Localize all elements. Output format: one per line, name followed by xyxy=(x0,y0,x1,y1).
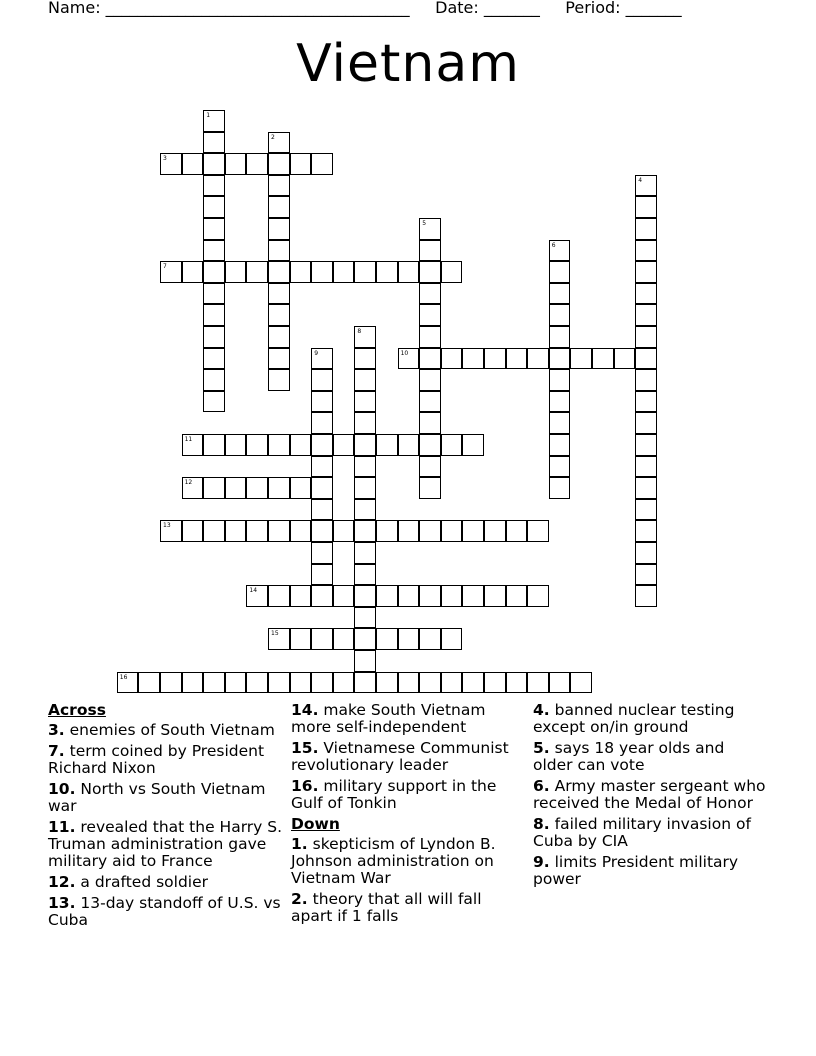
grid-cell[interactable] xyxy=(549,434,571,456)
clue-text: says 18 year olds and older can vote xyxy=(533,739,725,774)
grid-cell[interactable] xyxy=(203,348,225,370)
grid-cell[interactable] xyxy=(635,348,657,370)
grid-cell[interactable] xyxy=(311,585,333,607)
clue-text: banned nuclear testing except on/in ground xyxy=(533,701,735,736)
grid-cell[interactable] xyxy=(549,304,571,326)
cell-number: 16 xyxy=(119,673,128,681)
grid-cell[interactable] xyxy=(246,477,268,499)
grid-cell[interactable] xyxy=(268,348,290,370)
clue-item xyxy=(533,854,768,888)
grid-cell[interactable] xyxy=(182,520,204,542)
grid-cell[interactable] xyxy=(290,434,312,456)
clue-number: 9. xyxy=(533,853,550,871)
grid-cell[interactable] xyxy=(138,672,160,694)
clue-number: 7. xyxy=(48,742,65,760)
clue-number: 10. xyxy=(48,780,76,798)
grid-cell[interactable] xyxy=(635,240,657,262)
grid-cell[interactable] xyxy=(311,520,333,542)
grid-cell[interactable] xyxy=(419,585,441,607)
grid-cell[interactable] xyxy=(354,456,376,478)
clue-text: failed military invasion of Cuba by CIA xyxy=(533,815,751,850)
grid-cell[interactable] xyxy=(246,585,268,607)
clues-column-1 xyxy=(48,702,283,933)
clue-item xyxy=(533,702,768,736)
grid-cell[interactable] xyxy=(419,240,441,262)
grid-cell[interactable] xyxy=(203,326,225,348)
grid-cell[interactable] xyxy=(354,499,376,521)
clue-text: skepticism of Lyndon B. Johnson administration on Vietnam War xyxy=(291,835,496,887)
grid-cell[interactable] xyxy=(268,628,290,650)
grid-cell[interactable] xyxy=(549,326,571,348)
grid-cell[interactable] xyxy=(311,348,333,370)
clue-item xyxy=(48,874,283,891)
grid-cell[interactable] xyxy=(376,672,398,694)
grid-cell[interactable] xyxy=(398,434,420,456)
grid-cell[interactable] xyxy=(398,261,420,283)
grid-cell[interactable] xyxy=(203,132,225,154)
cell-number: 11 xyxy=(184,436,193,443)
clue-list-col2-across xyxy=(291,702,526,812)
period-field[interactable]: Period: _______ xyxy=(565,0,682,17)
grid-cell[interactable] xyxy=(527,672,549,694)
grid-cell[interactable] xyxy=(549,456,571,478)
grid-cell[interactable] xyxy=(268,369,290,391)
clue-number: 3. xyxy=(48,721,65,739)
grid-cell[interactable] xyxy=(290,261,312,283)
grid-cell[interactable] xyxy=(354,326,376,348)
grid-cell[interactable] xyxy=(290,520,312,542)
cell-number: 5 xyxy=(422,220,427,227)
grid-cell[interactable] xyxy=(268,153,290,175)
cell-number: 13 xyxy=(163,522,171,530)
grid-cell[interactable] xyxy=(635,564,657,586)
grid-cell[interactable] xyxy=(635,477,657,499)
grid-cell[interactable] xyxy=(268,326,290,348)
grid-cell[interactable] xyxy=(203,477,225,499)
grid-cell[interactable] xyxy=(441,348,463,370)
grid-cell[interactable] xyxy=(203,520,225,542)
grid-cell[interactable] xyxy=(441,672,463,694)
grid-cell[interactable] xyxy=(419,283,441,305)
grid-cell[interactable] xyxy=(354,564,376,586)
grid-cell[interactable] xyxy=(225,261,247,283)
cell-number: 1 xyxy=(206,112,211,119)
clues-column-2 xyxy=(291,702,526,929)
grid-cell[interactable] xyxy=(419,434,441,456)
grid-cell[interactable] xyxy=(398,585,420,607)
grid-cell[interactable] xyxy=(484,672,506,694)
grid-cell[interactable] xyxy=(246,672,268,694)
grid-cell[interactable] xyxy=(311,628,333,650)
grid-cell[interactable] xyxy=(484,348,506,370)
grid-cell[interactable] xyxy=(354,477,376,499)
clue-item xyxy=(291,836,526,887)
grid-cell[interactable] xyxy=(268,477,290,499)
grid-cell[interactable] xyxy=(268,240,290,262)
grid-cell[interactable] xyxy=(549,391,571,413)
grid-cell[interactable] xyxy=(268,520,290,542)
grid-cell[interactable] xyxy=(635,175,657,197)
clue-text: revealed that the Harry S. Truman administration gave military aid to France xyxy=(48,818,283,870)
cell-number: 15 xyxy=(271,630,279,638)
clue-text: Army master sergeant who received the Medal of Honor xyxy=(533,777,766,812)
grid-cell[interactable] xyxy=(527,520,549,542)
grid-cell[interactable] xyxy=(441,585,463,607)
cell-number: 3 xyxy=(163,155,167,163)
clue-text: theory that all will fall apart if 1 falls xyxy=(291,890,482,925)
grid-cell[interactable] xyxy=(268,218,290,240)
grid-cell[interactable] xyxy=(635,261,657,283)
clue-item xyxy=(291,702,526,736)
grid-cell[interactable] xyxy=(635,391,657,413)
grid-cell[interactable] xyxy=(203,261,225,283)
grid-cell[interactable] xyxy=(268,196,290,218)
clue-item xyxy=(291,891,526,925)
grid-cell[interactable] xyxy=(354,520,376,542)
clue-number: 5. xyxy=(533,739,550,757)
grid-cell[interactable] xyxy=(354,542,376,564)
grid-cell[interactable] xyxy=(376,261,398,283)
clue-number: 15. xyxy=(291,739,319,757)
grid-cell[interactable] xyxy=(506,585,528,607)
grid-cell[interactable] xyxy=(462,520,484,542)
grid-cell[interactable] xyxy=(354,607,376,629)
grid-cell[interactable] xyxy=(506,520,528,542)
clue-list-col2-down xyxy=(291,836,526,925)
cell-number: 6 xyxy=(551,241,556,249)
grid-cell[interactable] xyxy=(635,456,657,478)
grid-cell[interactable] xyxy=(290,585,312,607)
clue-text: make South Vietnam more self-independent xyxy=(291,701,486,736)
clue-item xyxy=(291,778,526,812)
grid-cell[interactable] xyxy=(549,369,571,391)
grid-cell[interactable] xyxy=(419,369,441,391)
down-heading: Down xyxy=(291,815,340,833)
grid-cell[interactable] xyxy=(203,391,225,413)
grid-cell[interactable] xyxy=(570,672,592,694)
grid-cell[interactable] xyxy=(635,369,657,391)
grid-cell[interactable] xyxy=(441,520,463,542)
grid-cell[interactable] xyxy=(419,326,441,348)
grid-cell[interactable] xyxy=(182,153,204,175)
grid-cell[interactable] xyxy=(311,391,333,413)
clue-item xyxy=(48,722,283,739)
grid-cell[interactable] xyxy=(635,542,657,564)
grid-cell[interactable] xyxy=(354,412,376,434)
grid-cell[interactable] xyxy=(203,175,225,197)
grid-cell[interactable] xyxy=(549,261,571,283)
clue-item xyxy=(48,895,283,929)
grid-cell[interactable] xyxy=(635,412,657,434)
grid-cell[interactable] xyxy=(462,434,484,456)
grid-cell[interactable] xyxy=(203,218,225,240)
page-title: Vietnam xyxy=(296,34,520,94)
grid-cell[interactable] xyxy=(160,153,182,175)
grid-cell[interactable] xyxy=(311,434,333,456)
grid-cell[interactable] xyxy=(549,477,571,499)
grid-cell[interactable] xyxy=(225,434,247,456)
cell-number: 4 xyxy=(638,176,643,184)
grid-cell[interactable] xyxy=(354,628,376,650)
cell-number: 8 xyxy=(357,328,362,335)
grid-cell[interactable] xyxy=(635,520,657,542)
clue-item xyxy=(48,781,283,815)
grid-cell[interactable] xyxy=(354,672,376,694)
grid-cell[interactable] xyxy=(333,628,355,650)
grid-cell[interactable] xyxy=(225,520,247,542)
grid-cell[interactable] xyxy=(333,520,355,542)
clue-number: 11. xyxy=(48,818,76,836)
grid-cell[interactable] xyxy=(311,477,333,499)
grid-cell[interactable] xyxy=(419,391,441,413)
grid-cell[interactable] xyxy=(398,672,420,694)
grid-cell[interactable] xyxy=(635,304,657,326)
grid-cell[interactable] xyxy=(354,650,376,672)
clue-number: 13. xyxy=(48,894,76,912)
grid-cell[interactable] xyxy=(225,672,247,694)
grid-cell[interactable] xyxy=(333,434,355,456)
grid-cell[interactable] xyxy=(203,434,225,456)
grid-cell[interactable] xyxy=(311,564,333,586)
grid-cell[interactable] xyxy=(635,283,657,305)
clue-text: a drafted soldier xyxy=(75,873,209,891)
grid-cell[interactable] xyxy=(333,261,355,283)
grid-cell[interactable] xyxy=(290,477,312,499)
grid-cell[interactable] xyxy=(376,628,398,650)
cell-number: 14 xyxy=(249,587,258,595)
cell-number: 7 xyxy=(163,263,167,271)
grid-cell[interactable] xyxy=(441,261,463,283)
clue-text: military support in the Gulf of Tonkin xyxy=(291,777,497,812)
grid-cell[interactable] xyxy=(311,261,333,283)
clue-text: limits President military power xyxy=(533,853,739,888)
grid-cell[interactable] xyxy=(203,240,225,262)
cell-number: 9 xyxy=(314,349,319,357)
grid-cell[interactable] xyxy=(203,672,225,694)
grid-cell[interactable] xyxy=(398,348,420,370)
grid-cell[interactable] xyxy=(246,520,268,542)
grid-cell[interactable] xyxy=(246,434,268,456)
grid-cell[interactable] xyxy=(614,348,636,370)
grid-cell[interactable] xyxy=(354,585,376,607)
clue-number: 8. xyxy=(533,815,550,833)
grid-cell[interactable] xyxy=(246,261,268,283)
grid-cell[interactable] xyxy=(354,391,376,413)
grid-cell[interactable] xyxy=(182,434,204,456)
grid-cell[interactable] xyxy=(268,434,290,456)
grid-cell[interactable] xyxy=(333,672,355,694)
grid-cell[interactable] xyxy=(160,672,182,694)
grid-cell[interactable] xyxy=(225,153,247,175)
clues-column-3 xyxy=(533,702,768,892)
grid-cell[interactable] xyxy=(290,628,312,650)
clue-text: term coined by President Richard Nixon xyxy=(48,742,265,777)
clue-item xyxy=(291,740,526,774)
clue-item xyxy=(533,778,768,812)
clue-number: 14. xyxy=(291,701,319,719)
grid-cell[interactable] xyxy=(311,456,333,478)
grid-cell[interactable] xyxy=(376,520,398,542)
grid-cell[interactable] xyxy=(635,326,657,348)
grid-cell[interactable] xyxy=(246,153,268,175)
grid-cell[interactable] xyxy=(354,369,376,391)
grid-cell[interactable] xyxy=(290,153,312,175)
clue-text: 13-day standoff of U.S. vs Cuba xyxy=(48,894,281,929)
grid-cell[interactable] xyxy=(462,348,484,370)
cell-number: 12 xyxy=(184,479,193,487)
grid-cell[interactable] xyxy=(484,520,506,542)
grid-cell[interactable] xyxy=(203,110,225,132)
grid-cell[interactable] xyxy=(527,348,549,370)
grid-cell[interactable] xyxy=(441,628,463,650)
clue-text: enemies of South Vietnam xyxy=(64,721,275,739)
date-field[interactable]: Date: _______ xyxy=(435,0,540,17)
grid-cell[interactable] xyxy=(549,672,571,694)
clue-item xyxy=(48,819,283,870)
grid-cell[interactable] xyxy=(635,499,657,521)
grid-cell[interactable] xyxy=(549,283,571,305)
grid-cell[interactable] xyxy=(203,153,225,175)
grid-cell[interactable] xyxy=(182,672,204,694)
grid-cell[interactable] xyxy=(419,477,441,499)
grid-cell[interactable] xyxy=(506,348,528,370)
grid-cell[interactable] xyxy=(549,240,571,262)
grid-cell[interactable] xyxy=(268,672,290,694)
grid-cell[interactable] xyxy=(268,585,290,607)
grid-cell[interactable] xyxy=(182,261,204,283)
grid-cell[interactable] xyxy=(311,412,333,434)
grid-cell[interactable] xyxy=(635,585,657,607)
grid-cell[interactable] xyxy=(419,628,441,650)
grid-cell[interactable] xyxy=(506,672,528,694)
clue-item xyxy=(48,743,283,777)
grid-cell[interactable] xyxy=(419,218,441,240)
grid-cell[interactable] xyxy=(290,672,312,694)
grid-cell[interactable] xyxy=(117,672,139,694)
name-field[interactable]: Name: ______________________________________ xyxy=(48,0,410,17)
clue-number: 16. xyxy=(291,777,319,795)
grid-cell[interactable] xyxy=(484,585,506,607)
grid-cell[interactable] xyxy=(419,520,441,542)
grid-cell[interactable] xyxy=(419,348,441,370)
grid-cell[interactable] xyxy=(203,369,225,391)
clue-text: Vietnamese Communist revolutionary leader xyxy=(291,739,509,774)
clue-text: North vs South Vietnam war xyxy=(48,780,266,815)
grid-cell[interactable] xyxy=(203,304,225,326)
grid-cell[interactable] xyxy=(398,628,420,650)
grid-cell[interactable] xyxy=(203,196,225,218)
grid-cell[interactable] xyxy=(354,261,376,283)
grid-cell[interactable] xyxy=(225,477,247,499)
clue-list-col1 xyxy=(48,722,283,929)
clue-number: 2. xyxy=(291,890,308,908)
grid-cell[interactable] xyxy=(268,261,290,283)
clue-number: 6. xyxy=(533,777,550,795)
grid-cell[interactable] xyxy=(419,261,441,283)
grid-cell[interactable] xyxy=(527,585,549,607)
grid-cell[interactable] xyxy=(570,348,592,370)
cell-number: 2 xyxy=(271,133,275,141)
grid-cell[interactable] xyxy=(376,434,398,456)
grid-cell[interactable] xyxy=(398,520,420,542)
clue-number: 12. xyxy=(48,873,76,891)
grid-cell[interactable] xyxy=(462,585,484,607)
grid-cell[interactable] xyxy=(419,412,441,434)
grid-cell[interactable] xyxy=(376,585,398,607)
grid-cell[interactable] xyxy=(160,520,182,542)
grid-cell[interactable] xyxy=(311,499,333,521)
clue-list-col3 xyxy=(533,702,768,888)
grid-cell[interactable] xyxy=(635,196,657,218)
clue-number: 4. xyxy=(533,701,550,719)
grid-cell[interactable] xyxy=(333,585,355,607)
grid-cell[interactable] xyxy=(549,412,571,434)
grid-cell[interactable] xyxy=(160,261,182,283)
grid-cell[interactable] xyxy=(592,348,614,370)
clue-item xyxy=(533,816,768,850)
grid-cell[interactable] xyxy=(462,672,484,694)
across-heading: Across xyxy=(48,701,106,719)
clue-item xyxy=(533,740,768,774)
grid-cell[interactable] xyxy=(268,304,290,326)
grid-cell[interactable] xyxy=(182,477,204,499)
grid-cell[interactable] xyxy=(354,434,376,456)
grid-cell[interactable] xyxy=(635,218,657,240)
grid-cell[interactable] xyxy=(203,283,225,305)
grid-cell[interactable] xyxy=(268,175,290,197)
grid-cell[interactable] xyxy=(419,304,441,326)
grid-cell[interactable] xyxy=(419,456,441,478)
grid-cell[interactable] xyxy=(311,672,333,694)
grid-cell[interactable] xyxy=(268,283,290,305)
grid-cell[interactable] xyxy=(441,434,463,456)
cell-number: 10 xyxy=(400,349,409,357)
grid-cell[interactable] xyxy=(311,153,333,175)
grid-cell[interactable] xyxy=(419,672,441,694)
clue-number: 1. xyxy=(291,835,308,853)
grid-cell[interactable] xyxy=(311,542,333,564)
grid-cell[interactable] xyxy=(311,369,333,391)
grid-cell[interactable] xyxy=(635,434,657,456)
grid-cell[interactable] xyxy=(268,132,290,154)
grid-cell[interactable] xyxy=(549,348,571,370)
grid-cell[interactable] xyxy=(354,348,376,370)
